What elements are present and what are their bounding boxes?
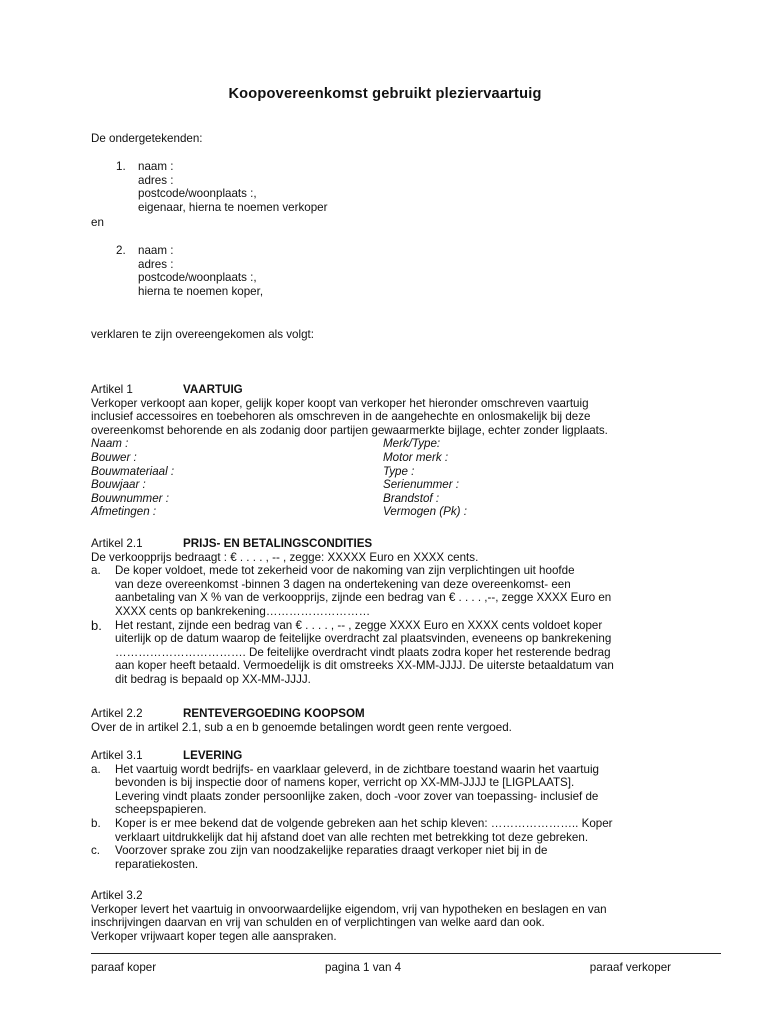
engine-field: Brandstof :: [383, 491, 440, 505]
party2-line: hierna te noemen koper,: [138, 284, 264, 298]
party1-line: eigenaar, hierna te noemen verkoper: [138, 200, 328, 214]
list-item-b: [91, 817, 681, 844]
article-1-text: overeenkomst behorende en als zodanig door partijen gewaarmerkte bijlage, echter zonder ligplaats.: [91, 423, 608, 437]
party2-number: 2.: [116, 244, 126, 257]
article-1-label: Artikel 1: [91, 383, 133, 396]
price-intro: De verkoopprijs bedraagt : € . . . . , -- , zegge: XXXXX Euro en XXXX cents.: [91, 550, 479, 564]
footer-divider: [91, 953, 721, 954]
list-marker: b.: [91, 816, 101, 830]
article-2-2-text: Over de in artikel 2.1, sub a en b genoemde betalingen wordt geen rente vergoed.: [91, 720, 512, 734]
vessel-fields: [91, 437, 681, 519]
article-2-2: [91, 707, 681, 734]
article-1-text: inclusief accessoires en toebehoren als omschreven in de aangehechte en onlosmakelijk bij deze: [91, 410, 591, 424]
list-item-text: XXXX cents op bankrekening………………………: [115, 604, 371, 618]
list-item-text: aan koper heeft betaald. Vermoedelijk is dit omstreeks XX-MM-JJJJ. De uiterste betaaldatum van: [115, 659, 614, 673]
article-1-heading: VAARTUIG: [183, 383, 243, 396]
vessel-field: Bouwjaar :: [91, 478, 146, 492]
party1-line: postcode/woonplaats :,: [138, 187, 257, 201]
list-item-text: van deze overeenkomst -binnen 3 dagen na ondertekening van deze overeenkomst- een: [115, 577, 571, 591]
engine-field: Type :: [383, 464, 415, 478]
list-item-b: [91, 619, 681, 673]
engine-field: Merk/Type:: [383, 437, 441, 451]
party2-details: [138, 244, 263, 298]
list-item-text: De koper voldoet, mede tot zekerheid voor de nakoming van zijn verplichtingen uit hoofde: [115, 564, 575, 578]
document-title: Koopovereenkomst gebruikt pleziervaartuig: [228, 86, 542, 102]
article-2-2-label: Artikel 2.2: [91, 707, 143, 720]
vessel-field: Bouwnummer :: [91, 491, 169, 505]
list-item-text: Levering vindt plaats zonder persoonlijke zaken, doch -voor zover van toepassing- inclusief de: [115, 789, 599, 803]
article-2-2-heading: RENTEVERGOEDING KOOPSOM: [183, 707, 365, 720]
list-marker: c.: [91, 844, 101, 858]
article-3-2: [91, 889, 681, 943]
article-3-1: [91, 749, 681, 871]
footer-page-number: pagina 1 van 4: [325, 961, 402, 974]
party2-line: postcode/woonplaats :,: [138, 271, 257, 285]
article-3-2-label: Artikel 3.2: [91, 889, 143, 902]
list-item-text: ……………………………. De feitelijke overdracht vindt plaats zodra koper het resterende bedrag: [115, 645, 611, 659]
article-1-text: Verkoper verkoopt aan koper, gelijk koper koopt van verkoper het hieronder omschreven vaartuig: [91, 396, 589, 410]
agree-text: verklaren te zijn overeengekomen als volgt:: [91, 328, 314, 341]
list-item-text: uiterlijk op de datum waarop de feitelijke overdracht zal plaatsvinden, eveneens op bankrekening: [115, 632, 612, 646]
list-item-text: scheepspapieren.: [115, 803, 207, 817]
article-3-1-heading: LEVERING: [183, 749, 243, 762]
vessel-field: Bouwer :: [91, 450, 137, 464]
article-3-2-text: Verkoper vrijwaart koper tegen alle aanspraken.: [91, 929, 337, 943]
list-item-c: [91, 844, 681, 871]
list-item-text: Het vaartuig wordt bedrijfs- en vaarklaar geleverd, in de zichtbare toestand waarin het vaartuig: [115, 762, 599, 776]
party2-line: naam :: [138, 244, 174, 257]
list-item-text: reparatiekosten.: [115, 857, 199, 871]
list-item-a: [91, 564, 681, 618]
party1-line: naam :: [138, 160, 174, 173]
list-marker: b.: [91, 617, 102, 633]
list-item-text: dit bedrag is bepaald op XX-MM-JJJJ.: [115, 672, 311, 686]
engine-field: Serienummer :: [383, 478, 460, 492]
list-marker: a.: [91, 564, 101, 578]
footer-initials-buyer: paraaf koper: [91, 961, 157, 974]
party1-number: 1.: [116, 160, 126, 173]
intro-text: De ondergetekenden:: [91, 132, 203, 145]
party2-line: adres :: [138, 257, 174, 271]
vessel-field: Afmetingen :: [91, 505, 157, 519]
list-item-text: bevonden is bij inspectie door of namens koper, verricht op XX-MM-JJJJ te [LIGPLAATS].: [115, 776, 575, 790]
list-item-text: Het restant, zijnde een bedrag van € . . . . , -- , zegge XXXX Euro en XXXX cents voldoet koper: [115, 618, 603, 632]
party1-line: adres :: [138, 173, 174, 187]
engine-field: Vermogen (Pk) :: [383, 505, 467, 519]
article-2-1-label: Artikel 2.1: [91, 537, 143, 550]
article-3-1-label: Artikel 3.1: [91, 749, 143, 762]
article-3-2-text: inschrijvingen daarvan en vrij van schulden en of verplichtingen van welke aard dan ook.: [91, 916, 545, 930]
list-item-a: [91, 763, 681, 817]
list-item-text: verklaart uitdrukkelijk dat hij afstand doet van alle rechten met betrekking tot deze gebreken.: [115, 830, 589, 844]
article-1: [91, 383, 681, 519]
vessel-field: Naam :: [91, 437, 129, 451]
list-item-text: Voorzover sprake zou zijn van noodzakelijke reparaties draagt verkoper niet bij in de: [115, 844, 548, 858]
article-2-1-heading: PRIJS- EN BETALINGSCONDITIES: [183, 537, 373, 550]
party1-details: [138, 160, 328, 214]
list-item-text: Koper is er mee bekend dat de volgende gebreken aan het schip kleven: ………………….. Koper: [115, 816, 613, 830]
and-text: en: [91, 216, 104, 229]
article-2-1: [91, 537, 681, 687]
footer-initials-seller: paraaf verkoper: [589, 961, 671, 974]
list-marker: a.: [91, 762, 101, 776]
engine-field: Motor merk :: [383, 450, 449, 464]
article-3-2-text: Verkoper levert het vaartuig in onvoorwaardelijke eigendom, vrij van hypotheken en beslagen en van: [91, 902, 607, 916]
list-item-text: aanbetaling van X % van de verkoopprijs, zijnde een bedrag van € . . . . ,--, zegge XXXX Euro en: [115, 591, 612, 605]
vessel-field: Bouwmateriaal :: [91, 464, 175, 478]
